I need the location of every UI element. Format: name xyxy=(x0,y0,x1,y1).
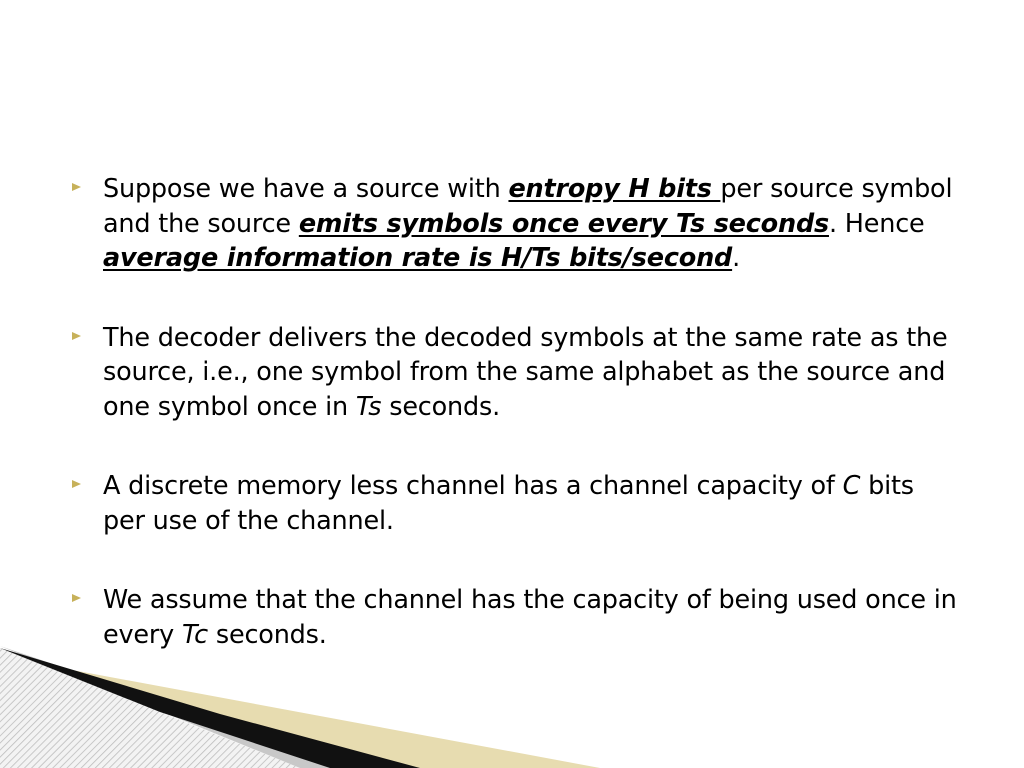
bullet-arrow-icon xyxy=(72,480,81,488)
bullet-entropy xyxy=(72,172,962,276)
emphasis-entropy: entropy H bits xyxy=(508,174,721,204)
italic-ts: Ts xyxy=(355,391,382,422)
italic-tc: Tc xyxy=(181,619,208,650)
bullet-decoder xyxy=(72,321,962,425)
bullet-text: A discrete memory less channel has a channel capacity of C bits per use of the channel. xyxy=(103,471,914,536)
bullet-text: The decoder delivers the decoded symbols at the same rate as the source, i.e., one symbol from the same alphabet as the source and one symbol once in Ts seconds. xyxy=(103,322,948,422)
bullet-arrow-icon xyxy=(72,332,81,340)
bullet-arrow-icon xyxy=(72,183,81,191)
italic-c: C xyxy=(842,471,861,501)
bullet-text: We assume that the channel has the capacity of being used once in every Tc seconds. xyxy=(103,585,957,650)
emphasis-info-rate: average information rate is H/Ts bits/second xyxy=(103,243,733,273)
bullet-arrow-icon xyxy=(72,594,81,602)
bullet-channel-usage xyxy=(72,583,962,652)
bullet-channel-capacity xyxy=(72,469,962,538)
bullet-text: Suppose we have a source with entropy H bits per source symbol and the source emits symbols once every Ts seconds. Hence average information rate is H/Ts bits/second. xyxy=(103,174,953,273)
emphasis-emit-rate: emits symbols once every Ts seconds xyxy=(298,208,829,239)
bullet-list xyxy=(72,172,962,652)
